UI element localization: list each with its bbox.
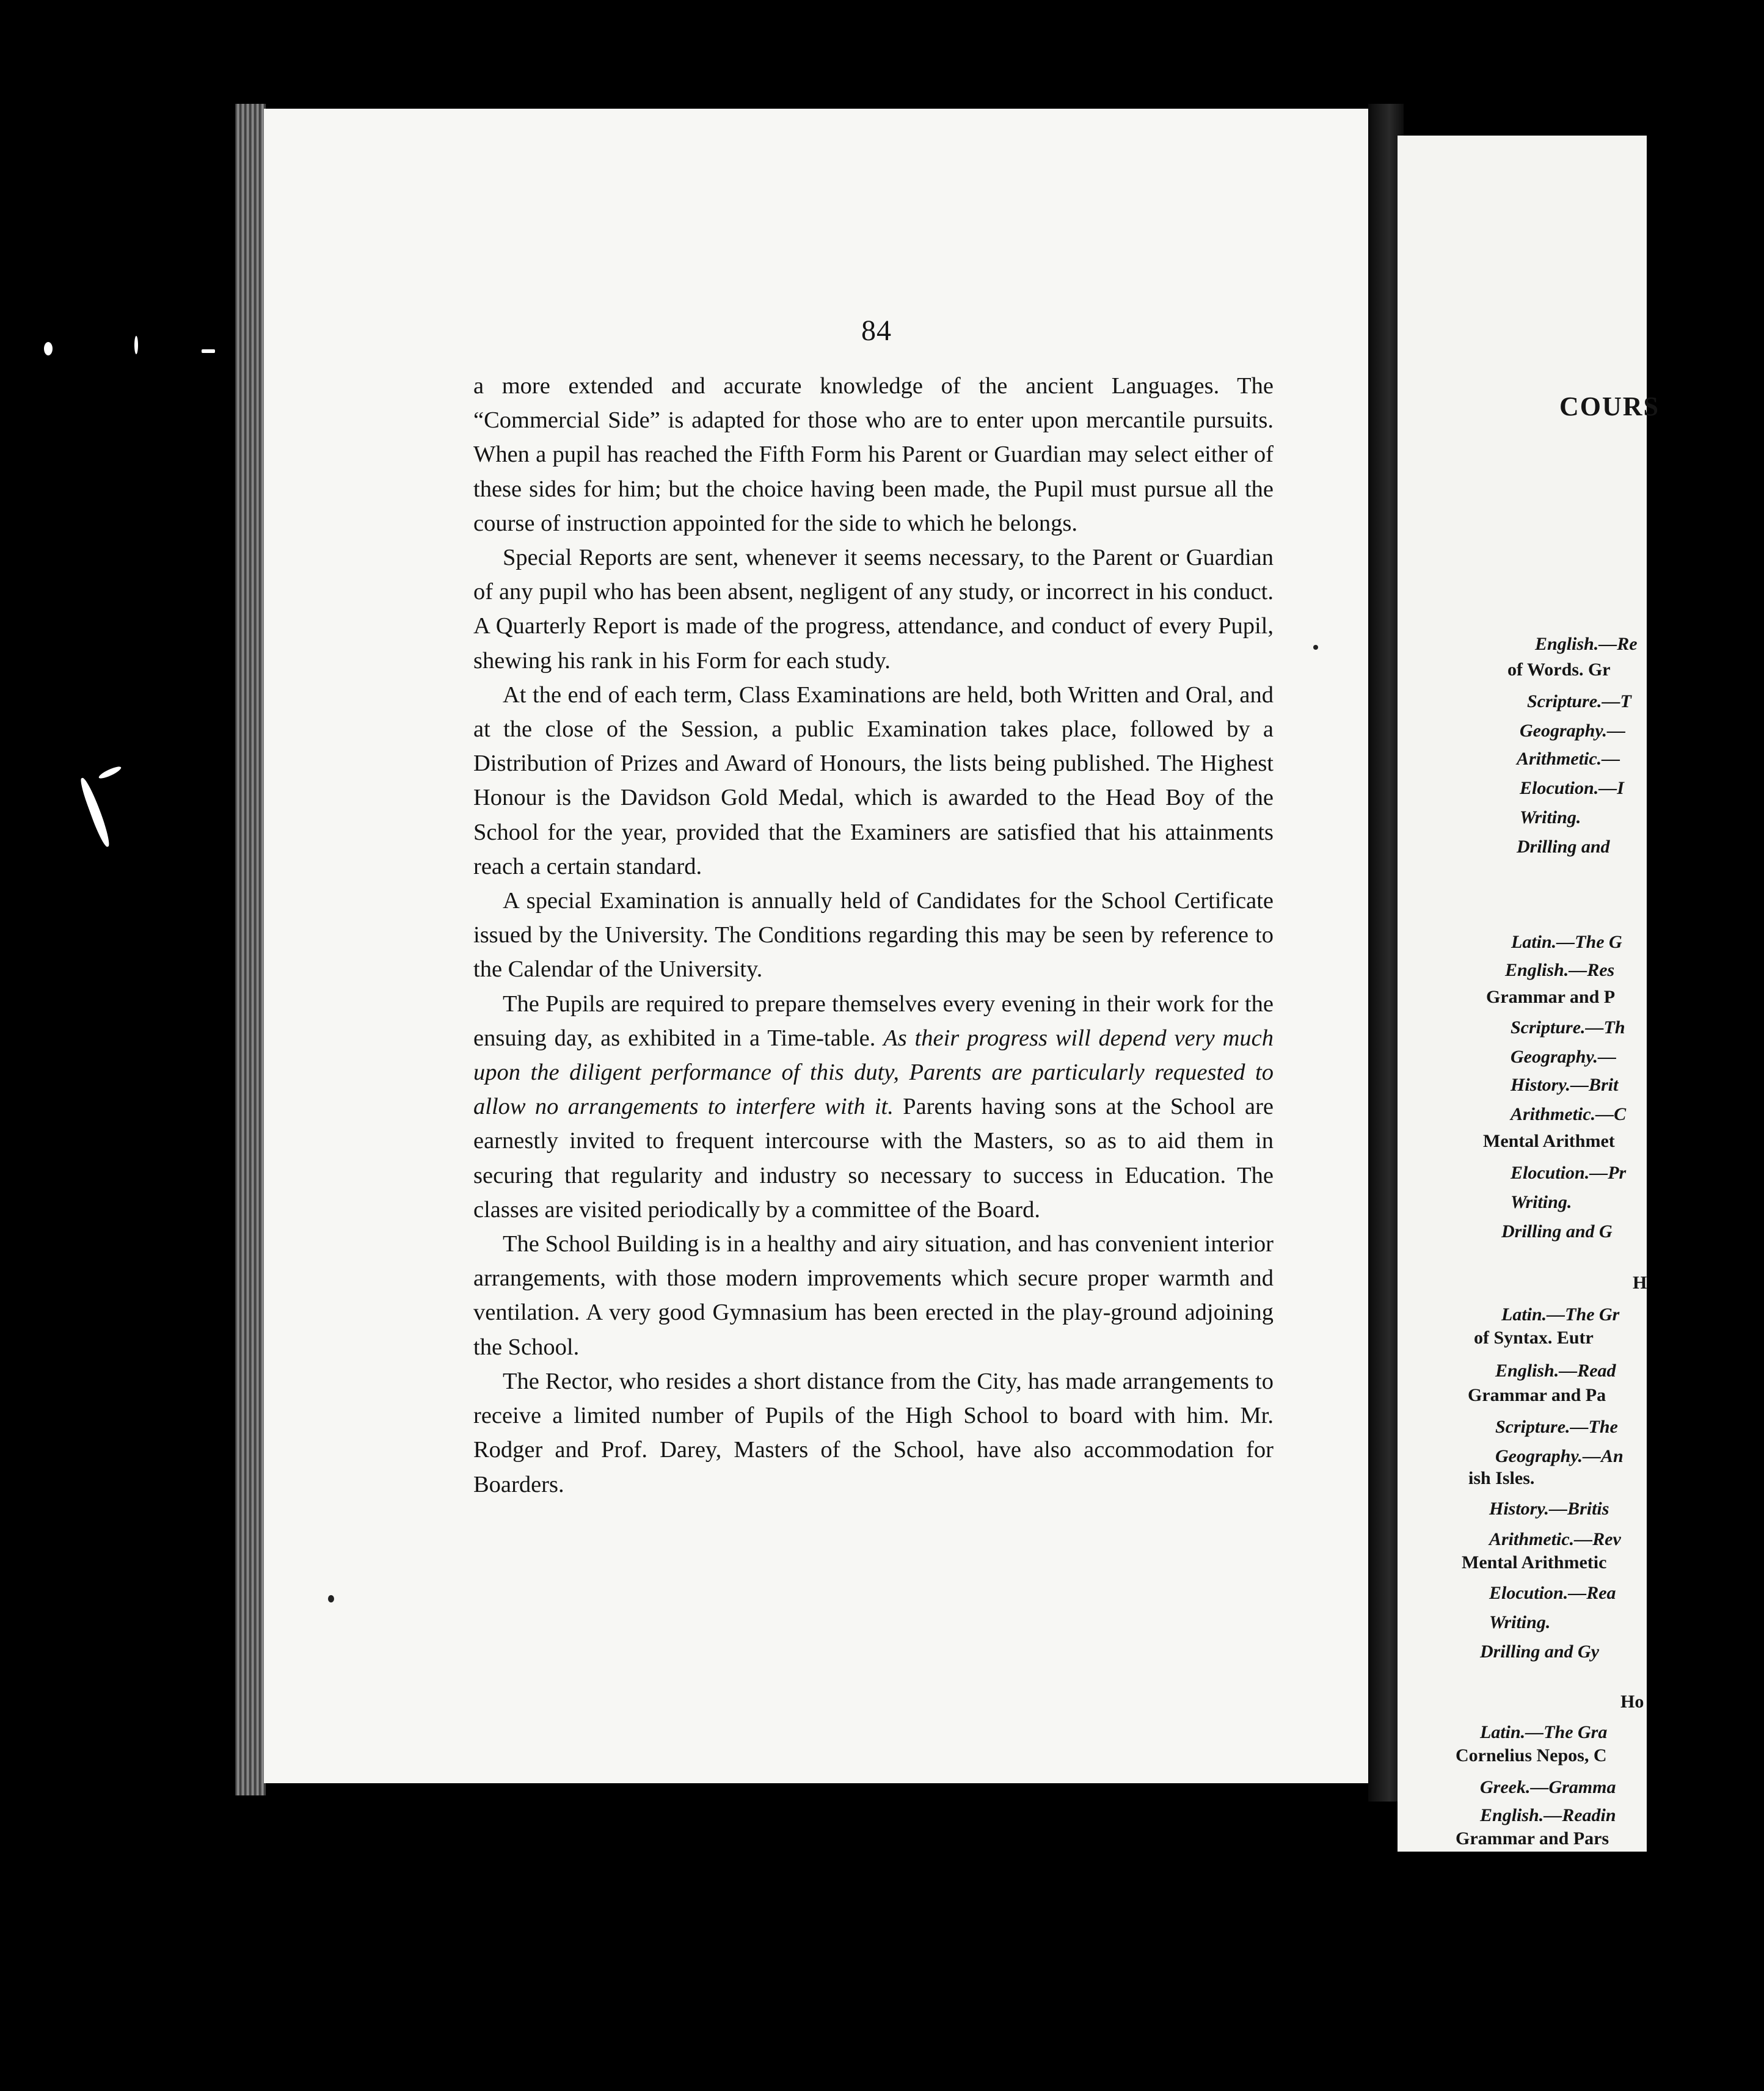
- course-line: Drilling and: [1517, 837, 1610, 857]
- course-line: History.—Brit: [1511, 1075, 1619, 1095]
- paragraph: a more extended and accurate knowledge of the ancient Languages. The “Commercial Side” is adapted for those who are to enter upon mercantile pursuits. When a pupil has reached the Fifth Form his Parent or Guardian may select either of these sides for him; but the choice having been made, the Pupil must pursue all the course of instruction appointed for the side to which he belongs.: [473, 373, 1274, 536]
- body-text: [473, 369, 1274, 1502]
- course-line: English.—Read: [1495, 1361, 1616, 1381]
- course-line: of Words. Gr: [1507, 660, 1611, 680]
- course-line: Scripture.—T: [1527, 691, 1631, 711]
- course-line: Drilling and Gy: [1480, 1642, 1600, 1662]
- course-line: Writing.: [1489, 1612, 1551, 1632]
- film-speck: [1313, 645, 1318, 650]
- film-speck: [328, 1595, 334, 1602]
- course-line: Latin.—The G: [1511, 932, 1622, 952]
- course-line: Grammar and P: [1486, 987, 1616, 1007]
- paragraph: The Rector, who resides a short distance from the City, has made arrangements to receive a limited number of Pupils of the High School to board with him. Mr. Rodger and Prof. Darey, Masters of the School, have also accommodation for Boarders.: [473, 1368, 1274, 1497]
- course-line: English.—Readin: [1480, 1805, 1616, 1825]
- course-line: English.—Res: [1505, 960, 1615, 980]
- course-line: Arithmetic.—Rev: [1489, 1529, 1621, 1549]
- film-speck: [44, 342, 53, 355]
- course-line: Drilling and G: [1501, 1221, 1613, 1242]
- page-number: 84: [861, 315, 892, 347]
- paragraph-text: Parents having sons at the School are earnestly invited to frequent intercourse with the Masters, so as to aid them in securing that regularity and industry so necessary to success in Education. The classes are visited periodically by a committee of the Board.: [473, 1094, 1274, 1223]
- course-line: History.—Britis: [1489, 1499, 1609, 1519]
- course-line: Writing.: [1511, 1192, 1572, 1212]
- film-speck: [202, 349, 215, 353]
- film-scratch: [78, 776, 112, 848]
- course-line: Scripture.—The: [1495, 1417, 1618, 1437]
- course-line: H: [1633, 1273, 1647, 1293]
- course-line: Cornelius Nepos, C: [1456, 1745, 1607, 1766]
- course-line: Latin.—The Gr: [1501, 1304, 1620, 1325]
- paragraph: The School Building is in a healthy and airy situation, and has convenient interior arrangements, with those modern improvements which secure proper warmth and ventilation. A very good Gymnasium has been erected in the play-ground adjoining the School.: [473, 1231, 1274, 1360]
- course-line: Arithmetic.—C: [1511, 1104, 1627, 1124]
- course-line: Writing.: [1520, 807, 1581, 827]
- course-line: Elocution.—Rea: [1489, 1583, 1616, 1603]
- right-page: [1398, 136, 1660, 1852]
- italic-notice: As their progress will depend very much upon the diligent performance of this duty, Parents are particularly requested to allow no arrangements to interfere with it.: [473, 1025, 1274, 1120]
- course-line: Arithmetic.—: [1517, 749, 1620, 769]
- course-line: Elocution.—I: [1520, 778, 1624, 798]
- paragraph: [473, 987, 1274, 1227]
- paragraph: Special Reports are sent, whenever it seems necessary, to the Parent or Guardian of any pupil who has been absent, negligent of any study, or incorrect in his conduct. A Quarterly Report is made of the progress, attendance, and conduct of every Pupil, shewing his rank in his Form for each study.: [473, 545, 1274, 674]
- course-line: Grammar and Pa: [1468, 1385, 1606, 1405]
- paragraph: A special Examination is annually held of Candidates for the School Certificate issued by the University. The Conditions regarding this may be seen by reference to the Calendar of the University.: [473, 888, 1274, 983]
- paragraph-text: The Pupils are required to prepare themselves every evening in their work for the ensuing day, as exhibited in a Time-table.: [473, 991, 1274, 1051]
- course-line: Greek.—Gramma: [1480, 1777, 1616, 1797]
- film-speck: [134, 336, 138, 354]
- book-edge: [235, 104, 266, 1795]
- course-line: English.—Re: [1535, 634, 1638, 654]
- course-line: Geography.—: [1511, 1047, 1617, 1067]
- course-line: Elocution.—Pr: [1511, 1163, 1627, 1183]
- right-page-heading: COURS: [1559, 391, 1660, 421]
- course-line: Ho: [1620, 1692, 1644, 1712]
- course-line: of Syntax. Eutr: [1474, 1328, 1594, 1348]
- course-line: Mental Arithmetic: [1462, 1552, 1607, 1573]
- paragraph: At the end of each term, Class Examinations are held, both Written and Oral, and at the close of the Session, a public Examination takes place, followed by a Distribution of Prizes and Award of Honours, the lists being published. The Highest Honour is the Davidson Gold Medal, which is awarded to the Head Boy of the School for the year, provided that the Examiners are satisfied that his attainments reach a certain standard.: [473, 682, 1274, 879]
- course-line: Geography.—: [1520, 721, 1626, 741]
- course-line: ish Isles.: [1468, 1468, 1535, 1488]
- course-line: Grammar and Pars: [1456, 1828, 1609, 1849]
- course-line: Mental Arithmet: [1483, 1131, 1615, 1151]
- course-line: Latin.—The Gra: [1480, 1722, 1608, 1742]
- film-scratch: [98, 765, 122, 780]
- course-line: Scripture.—Th: [1511, 1017, 1625, 1038]
- course-line: Geography.—An: [1495, 1446, 1624, 1466]
